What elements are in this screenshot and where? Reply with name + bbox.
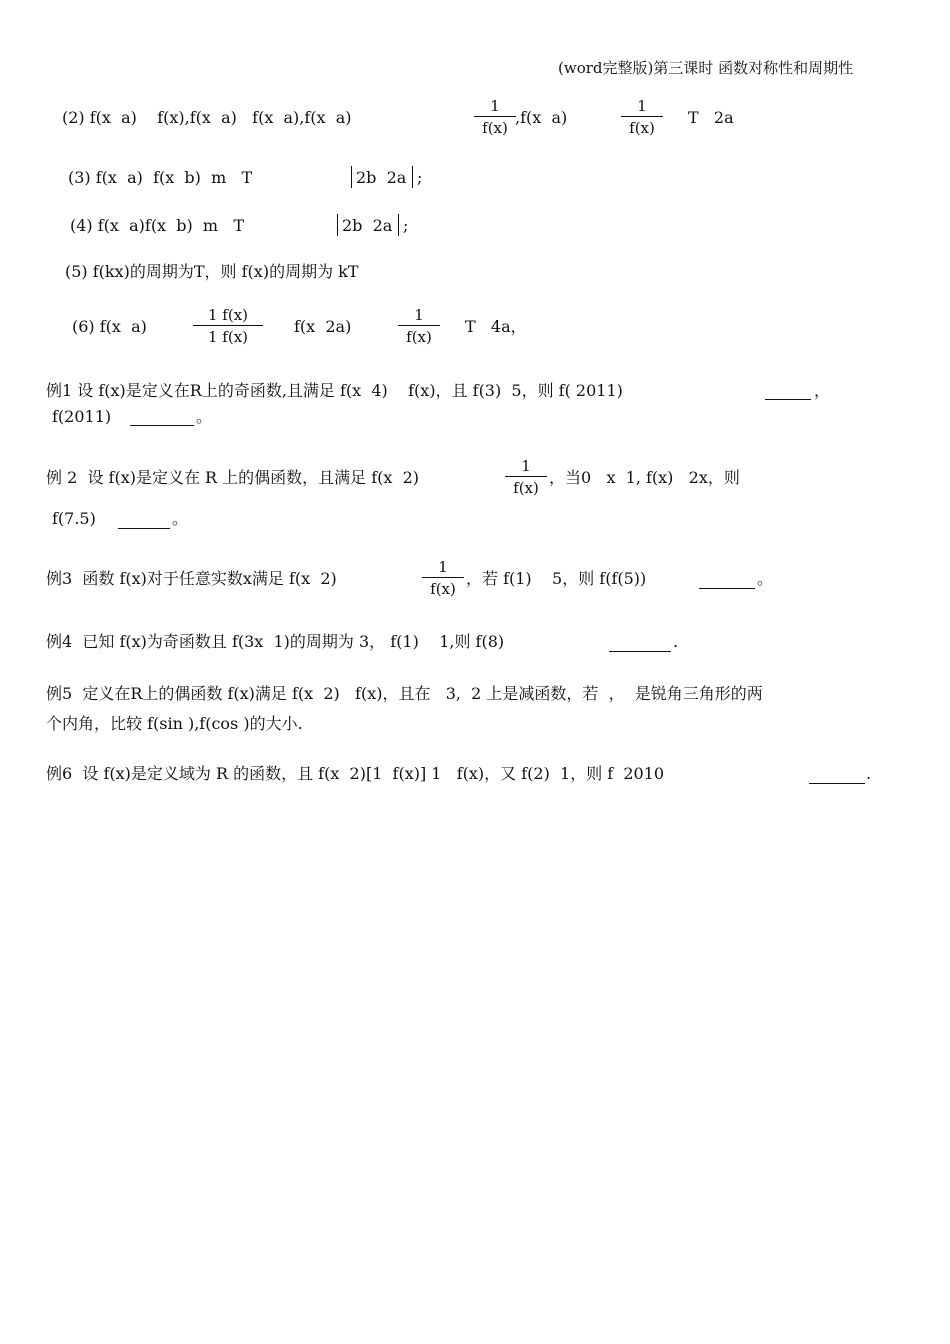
example-6-end: .: [866, 764, 872, 783]
fraction-numerator: 1: [637, 97, 647, 115]
fraction-numerator: 1: [438, 558, 448, 576]
example-5-line-1: 例5 定义在R上的偶函数 f(x)满足 f(x 2) f(x)，且在 3, 2 上是减函数，若 ， 是锐角三角形的两: [46, 684, 763, 703]
example-1-line-2-end: 。: [196, 407, 213, 426]
rule-2-text-b: ,f(x a): [515, 108, 568, 127]
rule-5-text: (5) f(kx)的周期为T，则 f(x)的周期为 kT: [65, 262, 359, 281]
example-2-line-2-end: 。: [172, 509, 189, 528]
rule-4-abs-content: 2b 2a: [342, 216, 393, 235]
rule-2-text-c: T 2a: [688, 108, 734, 127]
rule-3-text-a: (3) f(x a) f(x b) m T: [68, 168, 253, 187]
rule-3-text-c: ;: [417, 168, 423, 187]
example-1-answer-blank-2[interactable]: [130, 425, 194, 426]
fraction-numerator: 1: [521, 457, 531, 475]
rule-3-abs-content: 2b 2a: [356, 168, 407, 187]
rule-4-text-c: ;: [403, 216, 409, 235]
example-5-line-2: 个内角，比较 f(sin ),f(cos )的大小.: [46, 714, 303, 733]
example-2-line-2: f(7.5): [52, 509, 96, 528]
example-3-end: 。: [757, 569, 774, 588]
fraction-denominator: f(x): [629, 119, 655, 137]
page-header: (word完整版)第三课时 函数对称性和周期性: [558, 59, 854, 77]
example-3-text-b: ，若 f(1) 5，则 f(f(5)): [466, 569, 647, 588]
abs-bar-left: [337, 214, 338, 236]
rule-6-text-b: f(x 2a): [294, 317, 352, 336]
fraction-bar: [398, 325, 440, 326]
fraction-denominator: f(x): [406, 328, 432, 346]
example-4-end: .: [673, 632, 679, 651]
example-1-answer-blank-1[interactable]: [765, 399, 811, 400]
fraction-bar: [621, 116, 663, 117]
example-1-line-1-end: ，: [814, 381, 831, 400]
fraction-bar: [505, 476, 547, 477]
fraction-denominator: f(x): [430, 580, 456, 598]
abs-bar-right: [398, 214, 399, 236]
rule-4-text-a: (4) f(x a)f(x b) m T: [70, 216, 245, 235]
example-4-answer-blank[interactable]: [609, 651, 671, 652]
abs-bar-right: [412, 166, 413, 188]
rule-6-fraction-2: [398, 306, 440, 346]
example-3-text-a: 例3 函数 f(x)对于任意实数x满足 f(x 2): [46, 569, 337, 588]
fraction-bar: [422, 577, 464, 578]
example-6-text: 例6 设 f(x)是定义域为 R 的函数，且 f(x 2)[1 f(x)] 1 f(x)，又 f(2) 1，则 f 2010: [46, 764, 665, 783]
example-2-answer-blank[interactable]: [118, 528, 170, 529]
rule-2-fraction-2: [621, 97, 663, 137]
example-4-text: 例4 已知 f(x)为奇函数且 f(3x 1)的周期为 3， f(1) 1,则 f(8): [46, 632, 505, 651]
fraction-denominator: f(x): [513, 479, 539, 497]
example-2-fraction: [505, 457, 547, 497]
abs-bar-left: [351, 166, 352, 188]
rule-6-fraction-1: [193, 306, 263, 346]
fraction-denominator: 1 f(x): [207, 328, 249, 346]
example-2-text-a: 例 2 设 f(x)是定义在 R 上的偶函数，且满足 f(x 2): [46, 468, 420, 487]
example-6-answer-blank[interactable]: [809, 783, 865, 784]
example-1-line-1: 例1 设 f(x)是定义在R上的奇函数,且满足 f(x 4) f(x)，且 f(3) 5，则 f( 2011): [46, 381, 623, 400]
fraction-bar: [474, 116, 516, 117]
fraction-denominator: f(x): [482, 119, 508, 137]
rule-2-text-a: (2) f(x a) f(x),f(x a) f(x a),f(x a): [62, 108, 352, 127]
rule-6-text-c: T 4a，: [465, 317, 527, 336]
fraction-numerator: 1: [414, 306, 424, 324]
rule-6-text-a: (6) f(x a): [72, 317, 147, 336]
example-3-answer-blank[interactable]: [699, 588, 755, 589]
example-1-line-2: f(2011): [52, 407, 112, 426]
example-3-fraction: [422, 558, 464, 598]
fraction-numerator: 1: [490, 97, 500, 115]
fraction-bar: [193, 325, 263, 326]
rule-2-fraction-1: [474, 97, 516, 137]
fraction-numerator: 1 f(x): [207, 306, 249, 324]
example-2-text-b: ，当0 x 1, f(x) 2x，则: [549, 468, 740, 487]
